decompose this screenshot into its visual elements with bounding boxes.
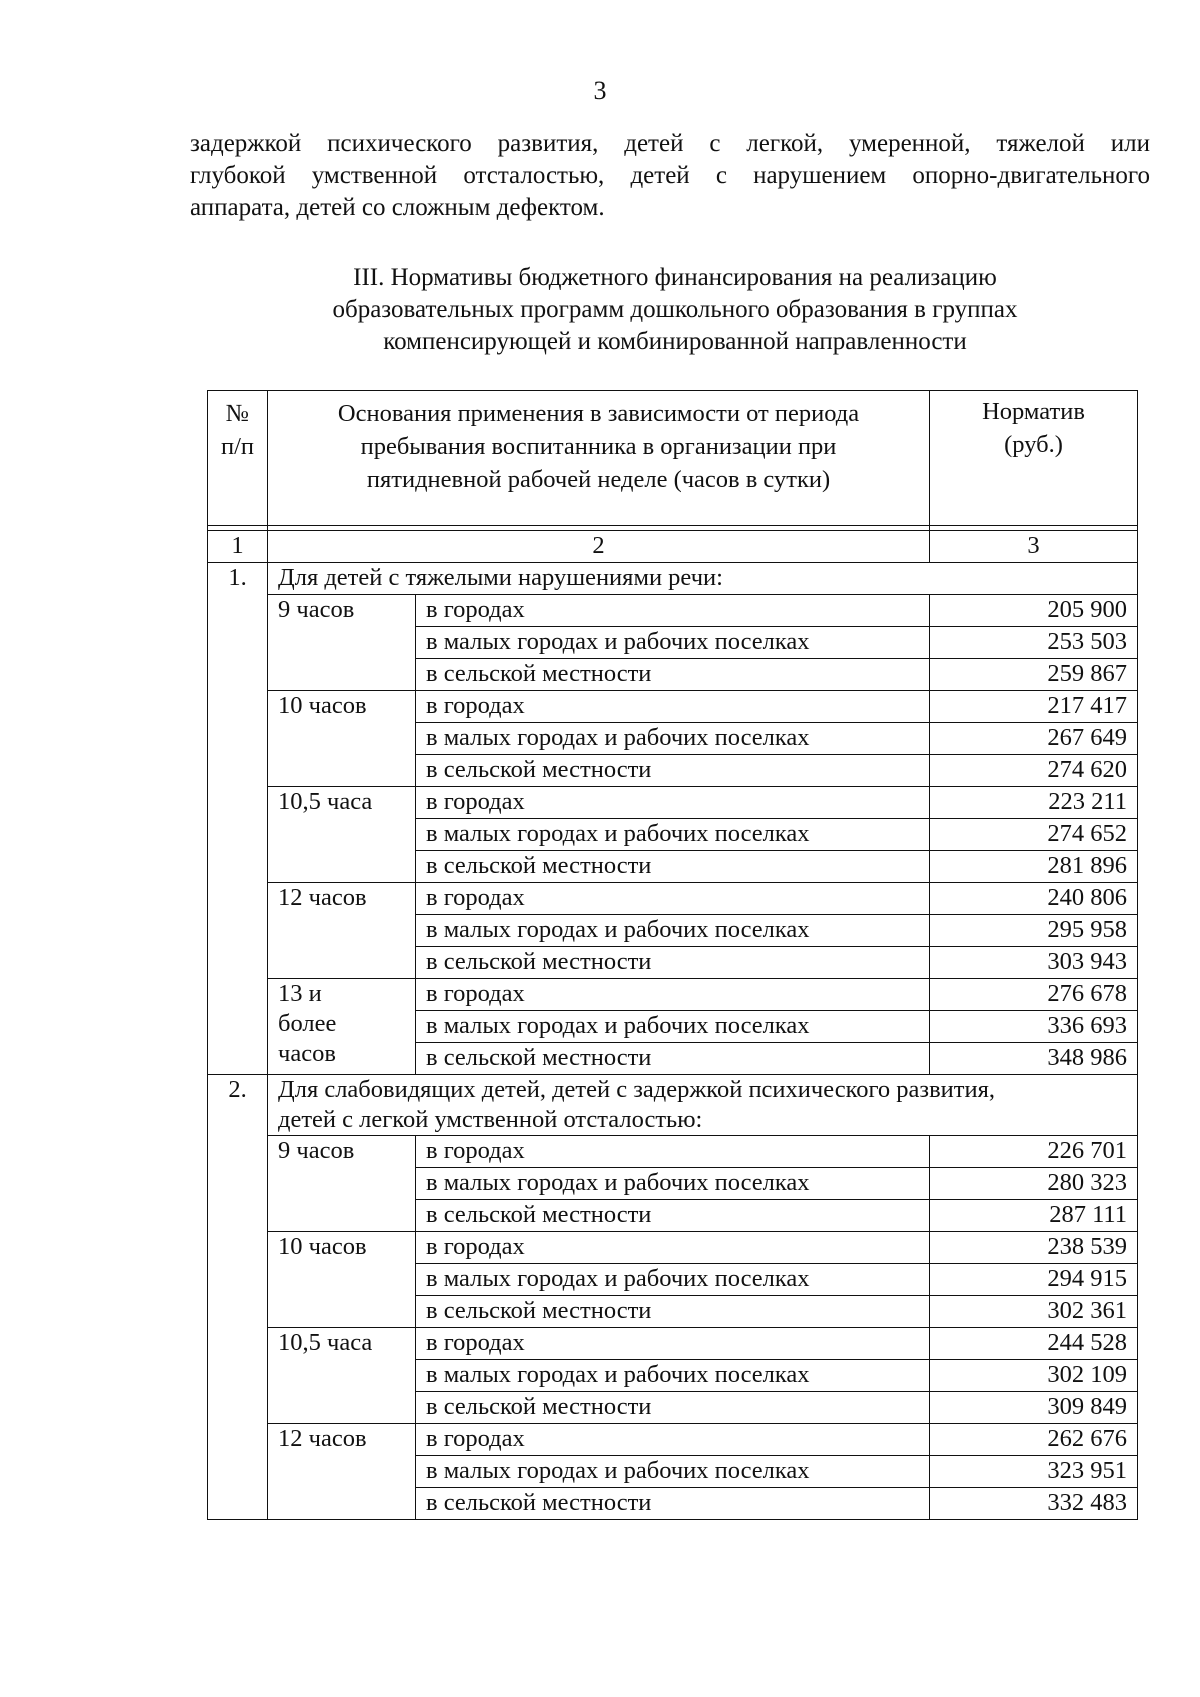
- intro-line: задержкой психического развития, детей с легкой, умеренной, тяжелой или: [190, 130, 1150, 157]
- hours-cell: 9 часов: [268, 1136, 416, 1232]
- place-cell: в городах: [416, 1232, 930, 1264]
- place-cell: в городах: [416, 787, 930, 819]
- intro-paragraph: [190, 128, 1150, 224]
- intro-line: глубокой умственной отсталостью, детей с нарушением опорно-двигательного: [190, 162, 1150, 189]
- norms-table: [207, 390, 1138, 1520]
- header-number-cell: [208, 391, 268, 526]
- page-number: 3: [593, 76, 607, 105]
- norm-value-cell: 259 867: [930, 659, 1138, 691]
- header-norm-cell: [930, 391, 1138, 526]
- norm-value-cell: 303 943: [930, 947, 1138, 979]
- hours-text: 13 и: [278, 980, 322, 1007]
- place-cell: в городах: [416, 883, 930, 915]
- section-title-cell: [268, 1075, 1138, 1136]
- norm-value-cell: 240 806: [930, 883, 1138, 915]
- section-category-text: детей с легкой умственной отсталостью:: [278, 1106, 703, 1133]
- table-header-row: [208, 391, 1138, 526]
- column-number: 1: [208, 531, 268, 563]
- hours-text: часов: [278, 1040, 336, 1067]
- table-row: [208, 691, 1138, 723]
- table-row: [208, 595, 1138, 627]
- place-cell: в малых городах и рабочих поселках: [416, 1011, 930, 1043]
- table-row: [208, 1328, 1138, 1360]
- hours-cell: 10 часов: [268, 1232, 416, 1328]
- hours-cell: 10,5 часа: [268, 1328, 416, 1424]
- hours-cell: 12 часов: [268, 1424, 416, 1520]
- norm-value-cell: 267 649: [930, 723, 1138, 755]
- norm-value-cell: 253 503: [930, 627, 1138, 659]
- section-title-line: компенсирующей и комбинированной направленности: [383, 328, 967, 355]
- norm-value-cell: 238 539: [930, 1232, 1138, 1264]
- place-cell: в малых городах и рабочих поселках: [416, 723, 930, 755]
- place-cell: в городах: [416, 1328, 930, 1360]
- section-row: [208, 1075, 1138, 1136]
- hours-text: более: [278, 1010, 337, 1037]
- norm-value-cell: 348 986: [930, 1043, 1138, 1075]
- place-cell: в сельской местности: [416, 1043, 930, 1075]
- column-number: 3: [930, 531, 1138, 563]
- section-title-line: образовательных программ дошкольного образования в группах: [332, 296, 1018, 323]
- place-cell: в сельской местности: [416, 659, 930, 691]
- section-category-text: Для слабовидящих детей, детей с задержкой психического развития,: [278, 1076, 995, 1103]
- table-row: [208, 1136, 1138, 1168]
- norm-value-cell: 302 109: [930, 1360, 1138, 1392]
- header-number-label: п/п: [220, 433, 255, 460]
- section-number: 2.: [208, 1075, 268, 1520]
- header-number-symbol: №: [225, 400, 250, 427]
- header-basis-line: Основания применения в зависимости от периода: [337, 400, 860, 427]
- norm-value-cell: 274 652: [930, 819, 1138, 851]
- section-category-text: Для детей с тяжелыми нарушениями речи:: [278, 564, 723, 591]
- hours-cell: 12 часов: [268, 883, 416, 979]
- place-cell: в малых городах и рабочих поселках: [416, 1456, 930, 1488]
- section-number: 1.: [208, 563, 268, 1075]
- hours-cell: 10 часов: [268, 691, 416, 787]
- table-row: [208, 1232, 1138, 1264]
- column-numbering-row: [208, 531, 1138, 563]
- norm-value-cell: 295 958: [930, 915, 1138, 947]
- norm-value-cell: 244 528: [930, 1328, 1138, 1360]
- norm-value-cell: 336 693: [930, 1011, 1138, 1043]
- norm-value-cell: 281 896: [930, 851, 1138, 883]
- place-cell: в сельской местности: [416, 851, 930, 883]
- norm-value-cell: 294 915: [930, 1264, 1138, 1296]
- place-cell: в городах: [416, 691, 930, 723]
- place-cell: в сельской местности: [416, 1296, 930, 1328]
- norm-value-cell: 323 951: [930, 1456, 1138, 1488]
- hours-cell: 10,5 часа: [268, 787, 416, 883]
- hours-cell: 9 часов: [268, 595, 416, 691]
- norm-value-cell: 287 111: [930, 1200, 1138, 1232]
- norm-value-cell: 223 211: [930, 787, 1138, 819]
- table-row: [208, 1424, 1138, 1456]
- place-cell: в городах: [416, 1424, 930, 1456]
- place-cell: в сельской местности: [416, 1488, 930, 1520]
- section-row: [208, 563, 1138, 595]
- hours-cell: [268, 979, 416, 1075]
- column-number: 2: [268, 531, 930, 563]
- place-cell: в городах: [416, 1136, 930, 1168]
- place-cell: в сельской местности: [416, 755, 930, 787]
- header-basis-line: пребывания воспитанника в организации при: [360, 433, 837, 460]
- norm-value-cell: 217 417: [930, 691, 1138, 723]
- place-cell: в малых городах и рабочих поселках: [416, 915, 930, 947]
- place-cell: в сельской местности: [416, 947, 930, 979]
- norm-value-cell: 302 361: [930, 1296, 1138, 1328]
- header-basis-cell: [268, 391, 930, 526]
- section-title-line: III. Нормативы бюджетного финансирования на реализацию: [353, 264, 997, 291]
- norm-value-cell: 280 323: [930, 1168, 1138, 1200]
- place-cell: в малых городах и рабочих поселках: [416, 819, 930, 851]
- table-row: [208, 787, 1138, 819]
- norm-value-cell: 309 849: [930, 1392, 1138, 1424]
- header-norm-unit: (руб.): [1004, 431, 1063, 458]
- section-title: [200, 262, 1150, 358]
- norm-value-cell: 262 676: [930, 1424, 1138, 1456]
- norm-value-cell: 274 620: [930, 755, 1138, 787]
- norm-value-cell: 276 678: [930, 979, 1138, 1011]
- place-cell: в сельской местности: [416, 1200, 930, 1232]
- intro-line: аппарата, детей со сложным дефектом.: [190, 194, 605, 221]
- norm-value-cell: 332 483: [930, 1488, 1138, 1520]
- table-row: [208, 979, 1138, 1011]
- place-cell: в малых городах и рабочих поселках: [416, 627, 930, 659]
- norm-value-cell: 205 900: [930, 595, 1138, 627]
- header-basis-line: пятидневной рабочей неделе (часов в сутки): [366, 466, 831, 493]
- place-cell: в городах: [416, 979, 930, 1011]
- place-cell: в сельской местности: [416, 1392, 930, 1424]
- table-row: [208, 883, 1138, 915]
- place-cell: в малых городах и рабочих поселках: [416, 1168, 930, 1200]
- header-norm-label: Норматив: [982, 398, 1085, 425]
- place-cell: в малых городах и рабочих поселках: [416, 1360, 930, 1392]
- place-cell: в малых городах и рабочих поселках: [416, 1264, 930, 1296]
- place-cell: в городах: [416, 595, 930, 627]
- norm-value-cell: 226 701: [930, 1136, 1138, 1168]
- section-title-cell: [268, 563, 1138, 595]
